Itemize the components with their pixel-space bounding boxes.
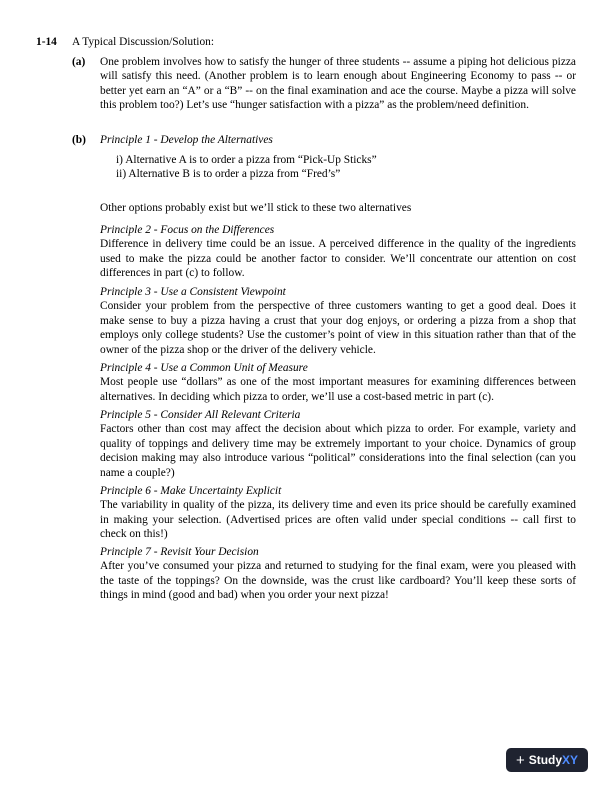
problem-title: A Typical Discussion/Solution: (72, 36, 215, 48)
principle-6 (100, 484, 576, 542)
principle-text: Difference in delivery time could be an issue. A perceived difference in the quality of the ingredients used to make the pizza could be another factor to consider. We’ll concentrate our attention on cost differences in part (c) to follow. (100, 238, 576, 280)
part-a-label: (a) (72, 56, 86, 68)
principle-text: The variability in quality of the pizza, its delivery time and even its price should be carefully examined in making your selection. (Advertised prices are often valid under special conditions -- call first to check on this!) (100, 499, 576, 541)
principle-heading: Principle 6 - Make Uncertainty Explicit (100, 485, 282, 497)
principle-text: After you’ve consumed your pizza and returned to studying for the final exam, were you pleased with the taste of the toppings? On the downside, was the crust like cardboard? You’ll keep these sorts of things in mind (good and bad) when you order your next pizza! (100, 560, 576, 602)
badge-wordmark (529, 753, 578, 767)
principle-2 (100, 223, 576, 281)
other-options-text: Other options probably exist but we’ll stick to these two alternatives (100, 202, 412, 214)
problem-number: 1-14 (36, 36, 57, 48)
principle-text: Most people use “dollars” as one of the most important measures for examining differences between alternatives. In deciding which pizza to order, we’ll use a cost-based metric in part (c). (100, 376, 576, 403)
principle-heading: Principle 4 - Use a Common Unit of Measure (100, 362, 308, 374)
alternative-text: Alternative B is to order a pizza from “Fred’s” (128, 168, 341, 180)
studyxy-badge[interactable] (506, 748, 588, 772)
principle-text: Consider your problem from the perspective of three customers wanting to get a good deal. Does it make sense to buy a pizza having a crust that your dog enjoys, or ordering a pizza from a shop that employs only college students? Use the customer’s point of view in this situation rather than that of the owner of the pizza shop or the driver of the delivery vehicle. (100, 300, 576, 356)
alternative-b (116, 167, 340, 181)
alternative-marker: ii) (116, 168, 127, 180)
principle-7 (100, 545, 576, 603)
principle-1-heading: Principle 1 - Develop the Alternatives (100, 134, 273, 146)
principle-text: Factors other than cost may affect the decision about which pizza to order. For example, variety and quality of toppings and delivery time may be extremely important to your choice. Dynamics of group decision making may also introduce various “political” considerations into the final selection (can you name a couple?) (100, 423, 576, 479)
alternative-a (116, 153, 377, 167)
principle-3 (100, 285, 576, 357)
plus-icon: + (515, 751, 525, 769)
badge-word: Study (528, 752, 563, 767)
principle-heading: Principle 2 - Focus on the Differences (100, 224, 275, 236)
principle-heading: Principle 3 - Use a Consistent Viewpoint (100, 286, 286, 298)
part-a-text: One problem involves how to satisfy the hunger of three students -- assume a piping hot delicious pizza will satisfy this need. (Another problem is to learn enough about Engineering Economy to pass -- or better yet earn an “A” or a “B” -- on the final examination and ace the course. Maybe a pizza will solve this problem too?) Let’s use “hunger satisfaction with a pizza” as the problem/need definition. (100, 56, 576, 112)
alternative-text: Alternative A is to order a pizza from “Pick-Up Sticks” (125, 154, 377, 166)
principle-4 (100, 361, 576, 404)
badge-accent-word: XY (562, 752, 579, 767)
part-b-label: (b) (72, 134, 86, 146)
principle-heading: Principle 7 - Revisit Your Decision (100, 546, 259, 558)
alternative-marker: i) (116, 154, 123, 166)
principle-5 (100, 408, 576, 480)
principle-heading: Principle 5 - Consider All Relevant Criteria (100, 409, 301, 421)
